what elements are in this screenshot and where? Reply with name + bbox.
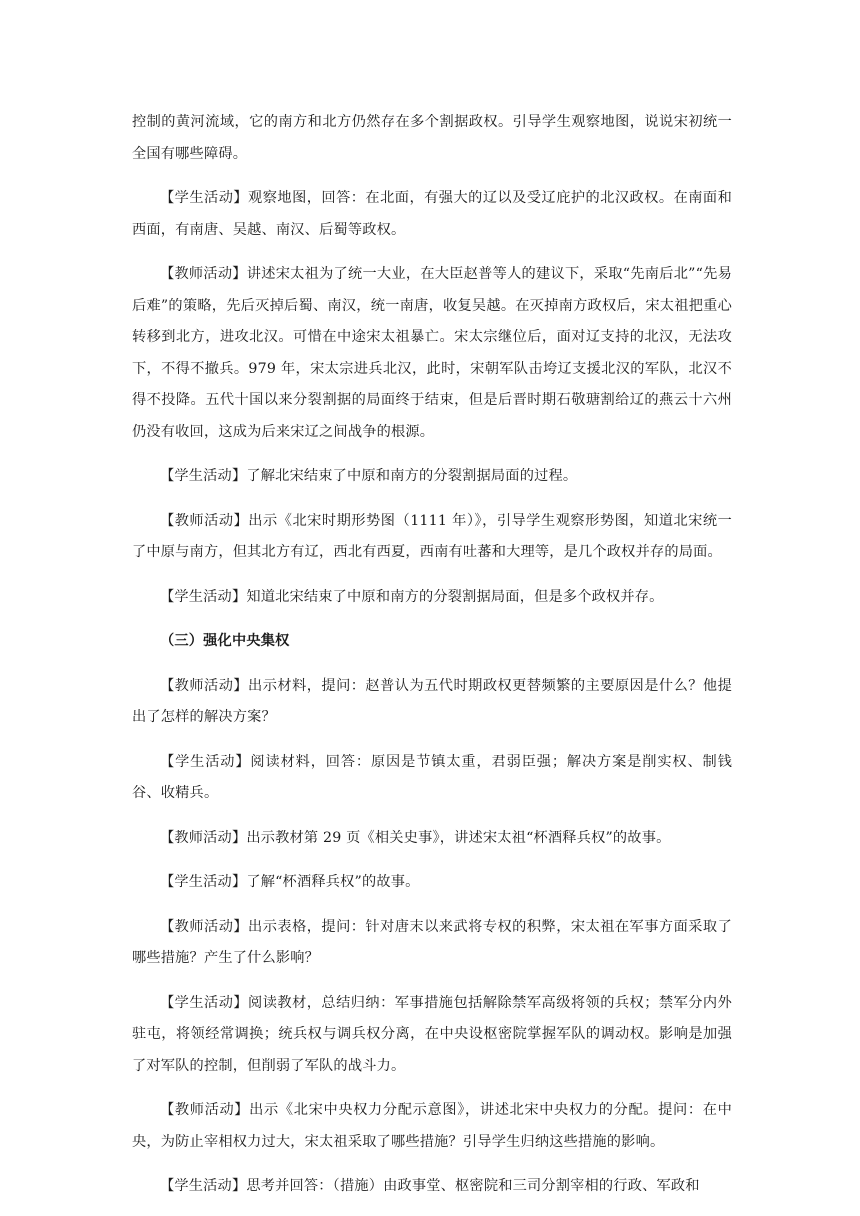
paragraph-student-activity: 【学生活动】阅读材料，回答：原因是节镇太重，君弱臣强；解决方案是削实权、制钱谷、收精兵。 xyxy=(132,753,732,801)
paragraph-teacher-activity: 【教师活动】出示材料，提问：赵普认为五代时期政权更替频繁的主要原因是什么？他提出了怎样的解决方案？ xyxy=(132,677,732,725)
paragraph-teacher-activity: 【教师活动】出示表格，提问：针对唐末以来武将专权的积弊，宋太祖在军事方面采取了哪些措施？产生了什么影响？ xyxy=(132,918,732,966)
paragraph-student-activity: 【学生活动】了解北宋结束了中原和南方的分裂割据局面的过程。 xyxy=(160,468,578,484)
paragraph-student-activity: 【学生活动】阅读教材，总结归纳：军事措施包括解除禁军高级将领的兵权；禁军分内外驻屯，将领经常调换；统兵权与调兵权分离，在中央设枢密院掌握军队的调动权。影响是加强了对军队的控制，但削弱了军队的战斗力。 xyxy=(132,994,732,1074)
paragraph-intro-continuation: 控制的黄河流域，它的南方和北方仍然存在多个割据政权。引导学生观察地图，说说宋初统一全国有哪些障碍。 xyxy=(132,114,732,162)
paragraph-teacher-activity: 【教师活动】出示教材第 29 页《相关史事》，讲述宋太祖“杯酒释兵权”的故事。 xyxy=(160,829,671,846)
paragraph-teacher-activity: 【教师活动】出示《北宋时期形势图（1111 年）》，引导学生观察形势图，知道北宋统一了中原与南方，但其北方有辽，西北有西夏，西南有吐蕃和大理等，是几个政权并存的局面。 xyxy=(132,512,732,560)
paragraph-teacher-activity: 【教师活动】讲述宋太祖为了统一大业，在大臣赵普等人的建议下，采取“先南后北”“先易后难”的策略，先后灭掉后蜀、南汉，统一南唐，收复吴越。在灭掉南方政权后，宋太祖把重心转移到北方，进攻北汉。可惜在中途宋太祖暴亡。宋太宗继位后，面对辽支持的北汉，无法攻下，不得不撤兵。979 年，宋太宗进兵北汉，此时，宋朝军队击垮辽支援北汉的军队，北汉不得不投降。五代十国以来分裂割据的局面终于结束，但是后晋时期石敬瑭割给辽的燕云十六州仍没有收回，这成为后来宋辽之间战争的根源。 xyxy=(132,266,732,440)
document-page xyxy=(132,107,732,1216)
paragraph-student-activity: 【学生活动】知道北宋结束了中原和南方的分裂割据局面，但是多个政权并存。 xyxy=(160,588,664,605)
paragraph-teacher-activity: 【教师活动】出示《北宋中央权力分配示意图》，讲述北宋中央权力的分配。提问：在中央，为防止宰相权力过大，宋太祖采取了哪些措施？引导学生归纳这些措施的影响。 xyxy=(132,1102,732,1150)
paragraph-student-activity: 【学生活动】思考并回答：（措施）由政事堂、枢密院和三司分割宰相的行政、军政和 xyxy=(160,1178,700,1194)
section-heading: （三）强化中央集权 xyxy=(160,633,290,649)
paragraph-student-activity: 【学生活动】观察地图，回答：在北面，有强大的辽以及受辽庇护的北汉政权。在南面和西面，有南唐、吴越、南汉、后蜀等政权。 xyxy=(132,190,732,238)
paragraph-student-activity: 【学生活动】了解“杯酒释兵权”的故事。 xyxy=(160,874,420,890)
